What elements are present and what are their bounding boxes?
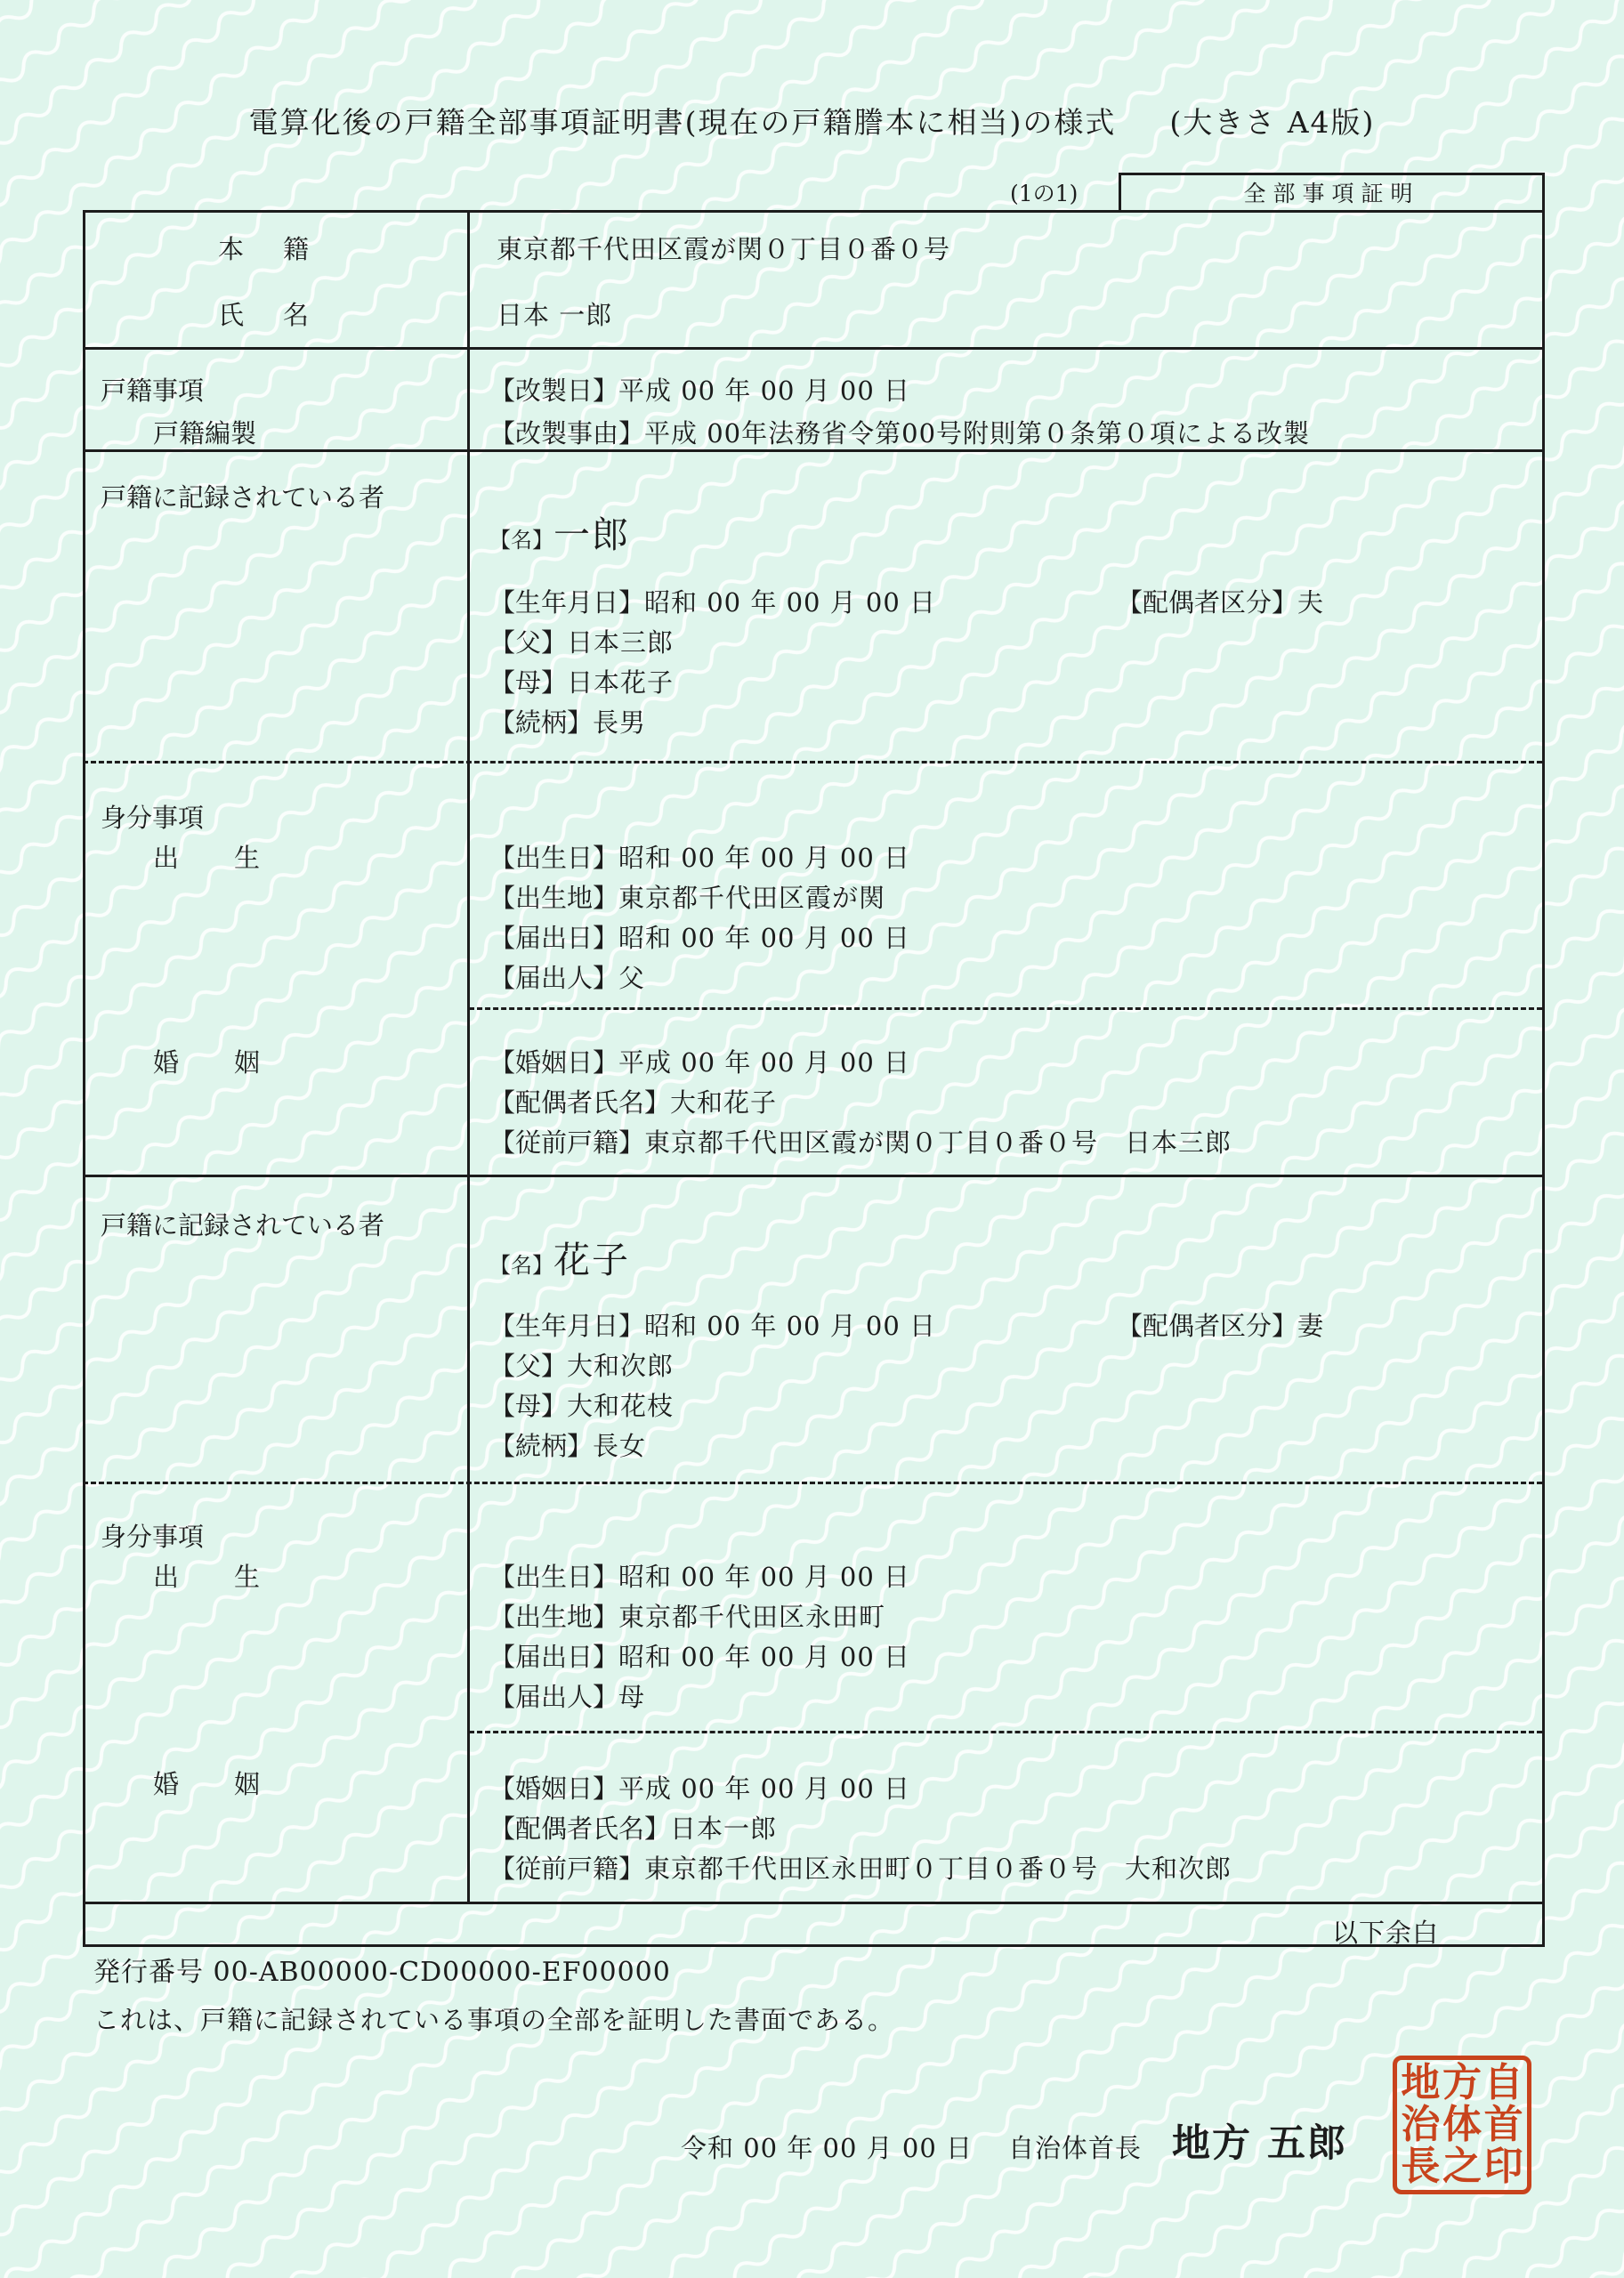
row-divider	[83, 347, 1542, 350]
column-divider	[467, 210, 470, 1904]
mother-line: 【母】日本花子	[489, 667, 675, 698]
document-title: 電算化後の戸籍全部事項証明書(現在の戸籍謄本に相当)の様式 (大きさ A4版)	[248, 105, 1376, 140]
shimei-value: 日本 一郎	[497, 300, 613, 330]
marriage-detail-line: 【配偶者氏名】大和花子	[489, 1087, 778, 1118]
remainder-note: 以下余白	[1332, 1918, 1440, 1948]
koseki-jiko-label: 戸籍事項	[101, 376, 205, 406]
person-section-label: 戸籍に記録されている者	[101, 482, 385, 513]
mibun-jiko-label: 身分事項	[101, 803, 205, 833]
marriage-detail-line: 【婚姻日】平成 00 年 00 月 00 日	[489, 1047, 911, 1078]
birth-detail-line: 【届出人】父	[489, 963, 646, 993]
birth-detail-line: 【届出人】母	[489, 1682, 646, 1712]
father-line: 【父】日本三郎	[489, 627, 675, 658]
dashed-divider	[469, 1007, 1542, 1010]
shimei-label: 氏名	[218, 300, 349, 330]
size-note: (大きさ A4版)	[1169, 105, 1376, 140]
honseki-value: 東京都千代田区霞が関０丁目０番０号	[497, 234, 951, 264]
signatory-name: 地方 五郎	[1172, 2121, 1347, 2166]
relation-line: 【続柄】長女	[489, 1431, 647, 1461]
marriage-detail-line: 【従前戸籍】東京都千代田区永田町０丁目０番０号 大和次郎	[489, 1854, 1232, 1884]
birth-detail-line: 【届出日】昭和 00 年 00 月 00 日	[489, 923, 911, 953]
birth-event-label: 出生	[153, 843, 316, 873]
spouse-class-line: 【配偶者区分】夫	[1117, 587, 1325, 618]
father-line: 【父】大和次郎	[489, 1351, 675, 1381]
birth-detail-line: 【届出日】昭和 00 年 00 月 00 日	[489, 1642, 911, 1672]
official-seal-stamp: 自 首 印 方 体 之 地 治 長	[1393, 2056, 1531, 2194]
kaisei-reason-line: 【改製事由】平成 00年法務省令第00号附則第０条第０項による改製	[489, 418, 1311, 448]
relation-line: 【続柄】長男	[489, 707, 647, 738]
kaisei-date-line: 【改製日】平成 00 年 00 月 00 日	[489, 376, 911, 406]
spouse-class-line: 【配偶者区分】妻	[1117, 1311, 1325, 1341]
person-section-label: 戸籍に記録されている者	[101, 1210, 385, 1240]
koseki-hensei-label: 戸籍編製	[153, 418, 257, 448]
row-divider	[83, 1175, 1542, 1177]
dashed-divider	[83, 1482, 1542, 1484]
marriage-detail-line: 【配偶者氏名】日本一郎	[489, 1814, 778, 1844]
issue-number: 発行番号 00-AB00000-CD00000-EF00000	[93, 1957, 671, 1988]
signatory-title: 自治体首長	[1008, 2133, 1143, 2163]
marriage-event-label: 婚姻	[153, 1047, 316, 1078]
birth-detail-line: 【出生日】昭和 00 年 00 月 00 日	[489, 1562, 911, 1592]
mother-line: 【母】大和花枝	[489, 1391, 675, 1421]
marriage-detail-line: 【従前戸籍】東京都千代田区霞が関０丁目０番０号 日本三郎	[489, 1127, 1232, 1158]
birth-detail-line: 【出生地】東京都千代田区霞が関	[489, 883, 886, 913]
birth-detail-line: 【出生日】昭和 00 年 00 月 00 日	[489, 843, 911, 873]
birthdate-line: 【生年月日】昭和 00 年 00 月 00 日	[489, 587, 937, 618]
marriage-event-label: 婚姻	[153, 1769, 316, 1799]
dashed-divider	[83, 761, 1542, 763]
honseki-label: 本籍	[218, 234, 349, 264]
certification-statement: これは、戸籍に記録されている事項の全部を証明した書面である。	[93, 2005, 895, 2035]
row-divider	[83, 1902, 1542, 1904]
page-count: (1の1)	[1010, 181, 1079, 206]
mibun-jiko-label: 身分事項	[101, 1522, 205, 1552]
signature-date: 令和 00 年 00 月 00 日	[681, 2133, 974, 2163]
birth-event-label: 出生	[153, 1562, 316, 1592]
marriage-detail-line: 【婚姻日】平成 00 年 00 月 00 日	[489, 1773, 911, 1804]
person-name: 【名】花子	[489, 1239, 630, 1281]
birthdate-line: 【生年月日】昭和 00 年 00 月 00 日	[489, 1311, 937, 1341]
certificate-type-label: 全部事項証明	[1119, 173, 1545, 211]
person-name: 【名】一郎	[489, 513, 630, 556]
birth-detail-line: 【出生地】東京都千代田区永田町	[489, 1602, 886, 1632]
dashed-divider	[469, 1731, 1542, 1733]
